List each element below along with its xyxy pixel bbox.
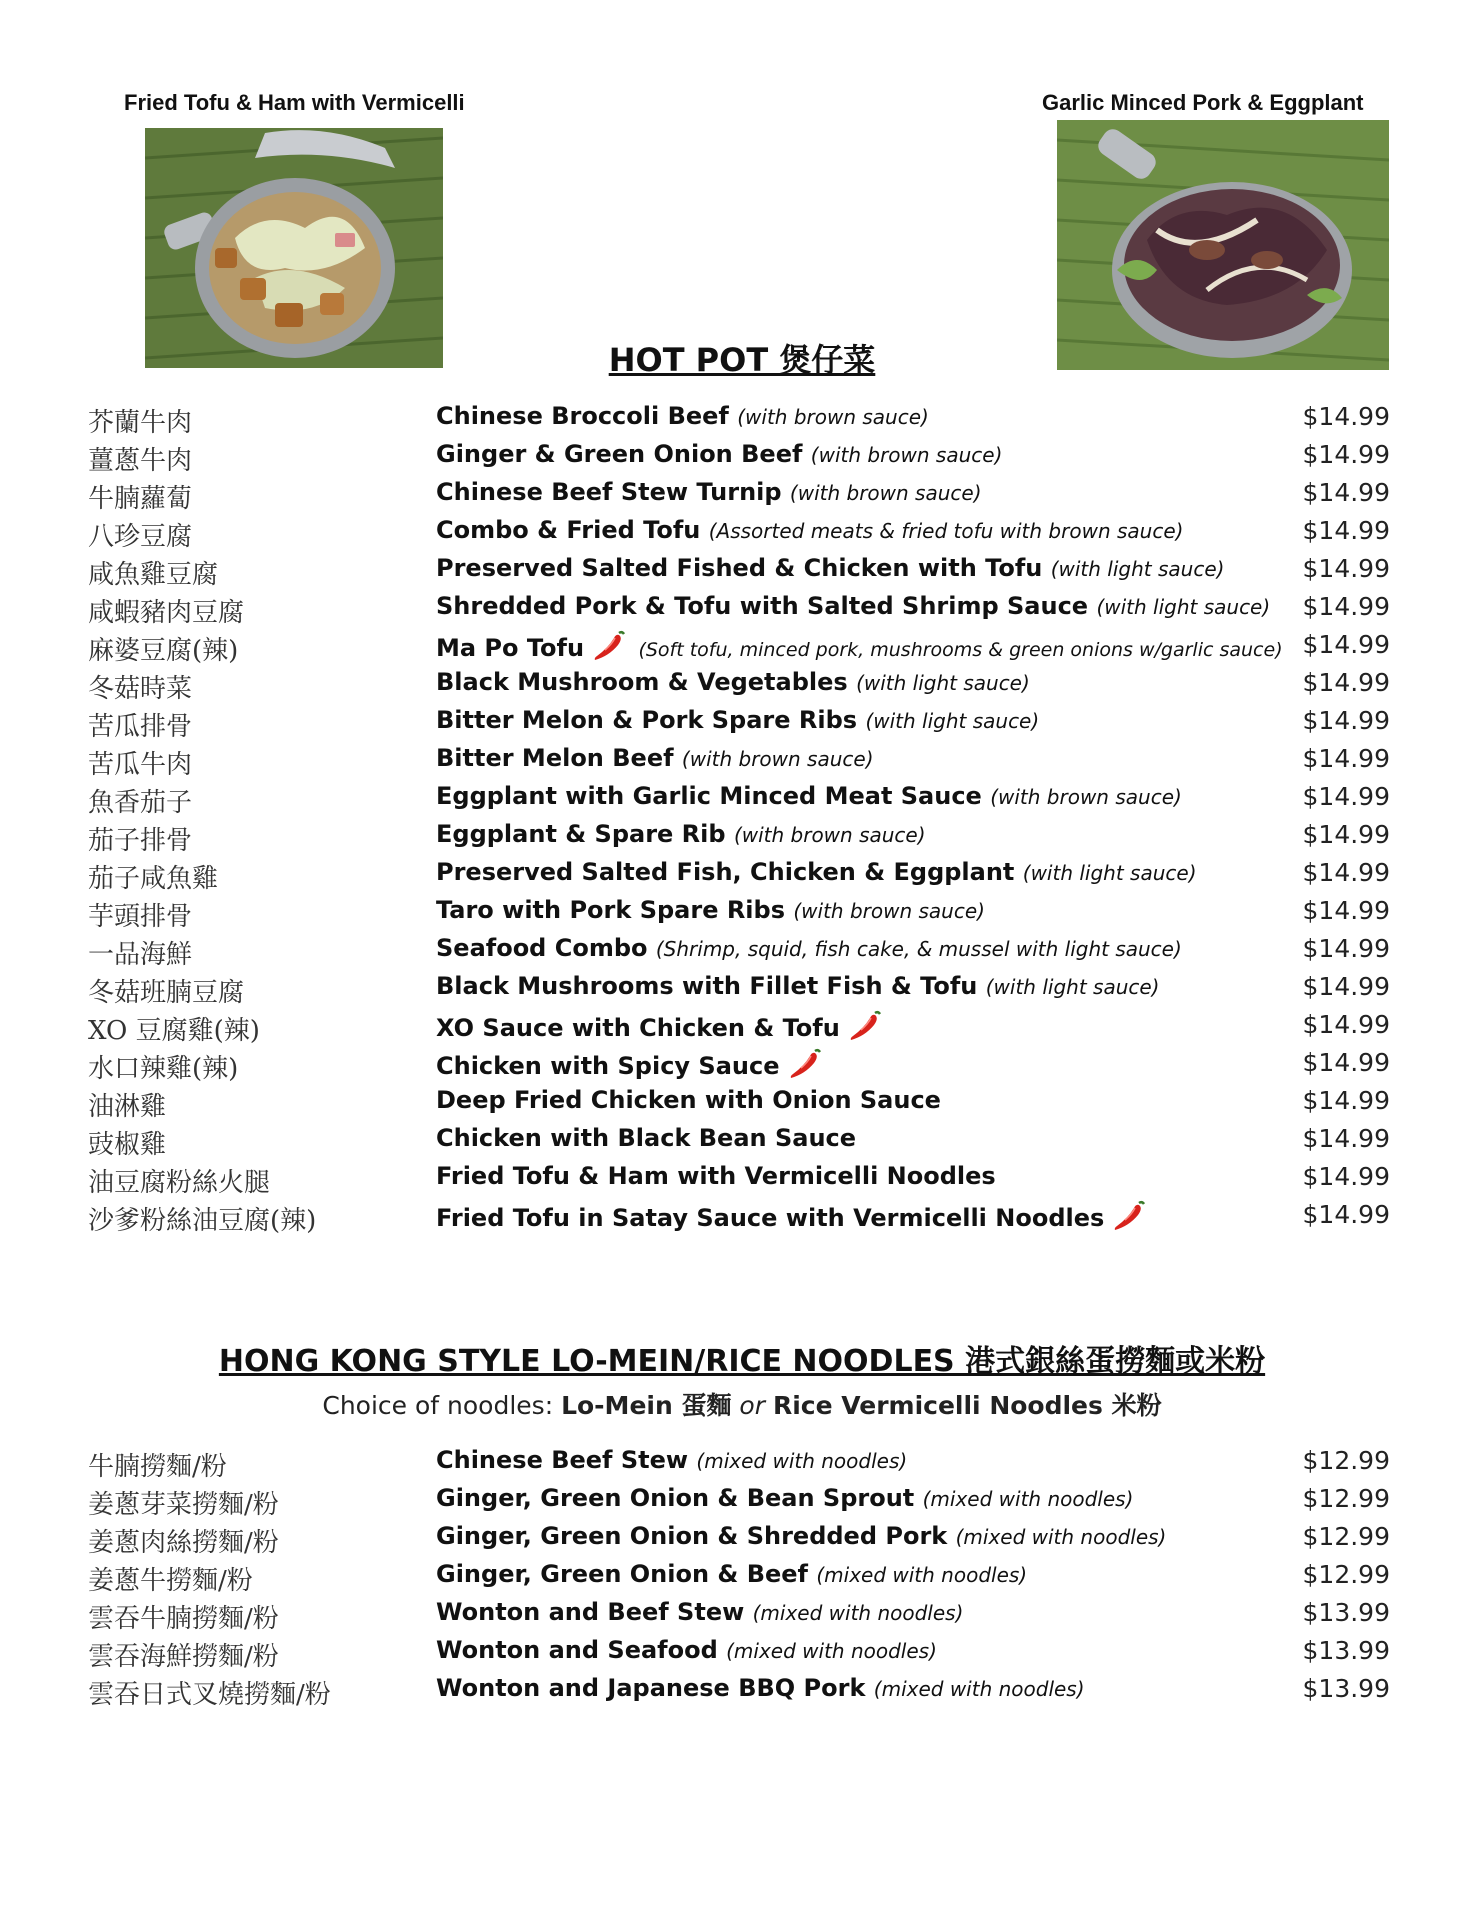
english-dish-name: Taro with Pork Spare Ribs <box>436 896 785 924</box>
english-dish-block <box>436 1200 1150 1232</box>
menu-item <box>88 1120 1408 1158</box>
menu-item <box>88 854 1408 892</box>
subtitle-prefix: Choice of noodles: <box>322 1391 554 1420</box>
dish-price: $14.99 <box>1302 972 1390 1001</box>
english-dish-name: Preserved Salted Fished & Chicken with Tofu <box>436 554 1043 582</box>
dish-note: (with light sauce) <box>1022 861 1197 885</box>
dish-price: $14.99 <box>1302 744 1390 773</box>
menu-item <box>88 968 1408 1006</box>
english-dish-name: Chicken with Black Bean Sauce <box>436 1124 857 1152</box>
english-dish-block <box>436 440 1002 468</box>
english-dish-block <box>436 478 982 506</box>
chinese-dish-name: 茄子咸魚雞 <box>88 864 219 894</box>
english-dish-name: Combo & Fried Tofu <box>436 516 701 544</box>
dish-price: $13.99 <box>1302 1598 1390 1627</box>
english-dish-block <box>436 1124 856 1152</box>
chinese-dish-name: 姜蔥牛撈麵/粉 <box>88 1566 253 1596</box>
menu-item <box>88 1082 1408 1120</box>
dish-note: (mixed with noodles) <box>955 1525 1167 1549</box>
chinese-dish-name: 一品海鮮 <box>88 940 193 970</box>
dish-price: $14.99 <box>1302 782 1390 811</box>
english-dish-name: Chinese Beef Stew <box>436 1446 689 1474</box>
english-dish-block <box>436 630 1283 662</box>
english-dish-name: Black Mushroom & Vegetables <box>436 668 848 696</box>
menu-item <box>88 1670 1408 1708</box>
dish-note: (with brown sauce) <box>681 747 874 771</box>
menu-item <box>88 778 1408 816</box>
dish-price: $14.99 <box>1302 630 1390 659</box>
dish-price: $14.99 <box>1302 554 1390 583</box>
english-dish-name: Fried Tofu in Satay Sauce with Vermicelli Noodles <box>436 1204 1105 1232</box>
english-dish-name: Deep Fried Chicken with Onion Sauce <box>436 1086 941 1114</box>
menu-item <box>88 930 1408 968</box>
english-dish-block <box>436 1484 1133 1512</box>
chinese-dish-name: 茄子排骨 <box>88 826 193 856</box>
dish-note: (Soft tofu, minced pork, mushrooms & green onions w/garlic sauce) <box>638 639 1283 661</box>
dish-note: (with brown sauce) <box>793 899 985 923</box>
chili-pepper-icon <box>788 1048 822 1080</box>
chinese-dish-name: 雲吞海鮮撈麵/粉 <box>88 1642 279 1672</box>
chinese-dish-name: 水口辣雞(辣) <box>88 1054 239 1084</box>
english-dish-name: Eggplant & Spare Rib <box>436 820 726 848</box>
dish-price: $12.99 <box>1302 1522 1390 1551</box>
dish-price: $14.99 <box>1302 1010 1390 1039</box>
english-dish-name: Shredded Pork & Tofu with Salted Shrimp Sauce <box>436 592 1089 620</box>
english-dish-block <box>436 782 1182 810</box>
english-dish-block <box>436 592 1270 620</box>
dish-price: $14.99 <box>1302 592 1390 621</box>
menu-item <box>88 436 1408 474</box>
dish-note: (Assorted meats & fried tofu with brown sauce) <box>708 519 1184 543</box>
menu-item <box>88 740 1408 778</box>
right-photo-caption: Garlic Minced Pork & Eggplant <box>1042 90 1364 115</box>
english-dish-name: Eggplant with Garlic Minced Meat Sauce <box>436 782 982 810</box>
english-dish-block <box>436 972 1159 1000</box>
dish-price: $13.99 <box>1302 1674 1390 1703</box>
chinese-dish-name: XO 豆腐雞(辣) <box>88 1016 260 1046</box>
english-dish-block <box>436 402 929 430</box>
chinese-dish-name: 牛腩蘿蔔 <box>88 484 193 514</box>
chinese-dish-name: 沙爹粉絲油豆腐(辣) <box>88 1206 317 1236</box>
chinese-dish-name: 油豆腐粉絲火腿 <box>88 1168 271 1198</box>
english-dish-name: Bitter Melon Beef <box>436 744 674 772</box>
dish-note: (mixed with noodles) <box>752 1601 964 1625</box>
chinese-dish-name: 麻婆豆腐(辣) <box>88 636 239 666</box>
menu-item <box>88 1480 1408 1518</box>
menu-item <box>88 1158 1408 1196</box>
hot-pot-menu <box>88 398 1408 1234</box>
chinese-dish-name: 雲吞日式叉燒撈麵/粉 <box>88 1680 331 1710</box>
chinese-dish-name: 苦瓜牛肉 <box>88 750 193 780</box>
chili-pepper-icon <box>592 630 626 662</box>
english-dish-block <box>436 1636 937 1664</box>
chinese-dish-name: 苦瓜排骨 <box>88 712 193 742</box>
menu-item <box>88 1196 1408 1234</box>
english-dish-block <box>436 1522 1166 1550</box>
noodles-menu <box>88 1442 1408 1708</box>
chinese-dish-name: 咸蝦豬肉豆腐 <box>88 598 245 628</box>
english-dish-block <box>436 516 1183 544</box>
dish-note: (with brown sauce) <box>990 785 1182 809</box>
english-dish-block <box>436 858 1197 886</box>
chinese-dish-name: 油淋雞 <box>88 1092 167 1122</box>
menu-item <box>88 1556 1408 1594</box>
chinese-dish-name: 薑蔥牛肉 <box>88 446 193 476</box>
chinese-dish-name: 牛腩撈麵/粉 <box>88 1452 227 1482</box>
english-dish-name: Ma Po Tofu <box>436 634 585 662</box>
menu-item <box>88 664 1408 702</box>
noodle-option-lomein: Lo-Mein 蛋麵 <box>561 1391 732 1420</box>
dish-price: $14.99 <box>1302 934 1390 963</box>
english-dish-block <box>436 1560 1027 1588</box>
dish-price: $14.99 <box>1302 1048 1390 1077</box>
menu-item <box>88 588 1408 626</box>
english-dish-block <box>436 934 1182 962</box>
menu-item <box>88 1632 1408 1670</box>
hot-pot-title: HOT POT 煲仔菜 <box>608 341 876 379</box>
dish-note: (with brown sauce) <box>789 481 982 505</box>
english-dish-block <box>436 1086 941 1114</box>
english-dish-name: Fried Tofu & Ham with Vermicelli Noodles <box>436 1162 996 1190</box>
dish-note: (with brown sauce) <box>737 405 929 429</box>
english-dish-name: Bitter Melon & Pork Spare Ribs <box>436 706 858 734</box>
dish-price: $14.99 <box>1302 820 1390 849</box>
menu-item <box>88 816 1408 854</box>
dish-price: $14.99 <box>1302 858 1390 887</box>
dish-note: (with light sauce) <box>985 975 1160 999</box>
english-dish-block <box>436 820 926 848</box>
english-dish-block <box>436 668 1030 696</box>
pork-eggplant-hotpot-photo <box>1057 120 1389 370</box>
english-dish-block <box>436 1598 963 1626</box>
menu-item <box>88 474 1408 512</box>
english-dish-block <box>436 1048 826 1080</box>
noodles-title: HONG KONG STYLE LO-MEIN/RICE NOODLES 港式銀絲蛋撈麵或米粉 <box>218 1344 1266 1379</box>
dish-price: $12.99 <box>1302 1560 1390 1589</box>
noodles-subtitle <box>0 1386 1484 1422</box>
english-dish-block <box>436 554 1224 582</box>
chili-pepper-icon <box>1112 1200 1146 1232</box>
dish-note: (Shrimp, squid, fish cake, & mussel with light sauce) <box>655 937 1182 961</box>
noodle-option-rice: Rice Vermicelli Noodles 米粉 <box>772 1391 1162 1420</box>
dish-note: (with light sauce) <box>865 709 1040 733</box>
english-dish-name: Chicken with Spicy Sauce <box>436 1052 780 1080</box>
dish-price: $14.99 <box>1302 402 1390 431</box>
dish-price: $14.99 <box>1302 896 1390 925</box>
english-dish-name: Chinese Broccoli Beef <box>436 402 729 430</box>
dish-price: $12.99 <box>1302 1446 1390 1475</box>
menu-item <box>88 512 1408 550</box>
english-dish-name: Black Mushrooms with Fillet Fish & Tofu <box>436 972 978 1000</box>
chinese-dish-name: 姜蔥芽菜撈麵/粉 <box>88 1490 279 1520</box>
dish-price: $14.99 <box>1302 668 1390 697</box>
english-dish-block <box>436 1674 1085 1702</box>
dish-price: $14.99 <box>1302 516 1390 545</box>
left-photo-caption: Fried Tofu & Ham with Vermicelli <box>124 90 465 115</box>
subtitle-or: or <box>739 1391 765 1420</box>
dish-price: $12.99 <box>1302 1484 1390 1513</box>
menu-item <box>88 1442 1408 1480</box>
english-dish-name: Wonton and Japanese BBQ Pork <box>436 1674 866 1702</box>
chinese-dish-name: 雲吞牛腩撈麵/粉 <box>88 1604 279 1634</box>
dish-note: (with brown sauce) <box>810 443 1003 467</box>
english-dish-name: Chinese Beef Stew Turnip <box>436 478 782 506</box>
dish-price: $14.99 <box>1302 440 1390 469</box>
menu-item <box>88 1006 1408 1044</box>
english-dish-name: Ginger, Green Onion & Bean Sprout <box>436 1484 915 1512</box>
english-dish-block <box>436 896 985 924</box>
chinese-dish-name: 冬菇時菜 <box>88 674 193 704</box>
dish-note: (mixed with noodles) <box>873 1677 1085 1701</box>
english-dish-name: Preserved Salted Fish, Chicken & Eggplant <box>436 858 1015 886</box>
dish-price: $14.99 <box>1302 478 1390 507</box>
dish-price: $14.99 <box>1302 1162 1390 1191</box>
english-dish-block <box>436 1162 996 1190</box>
dish-note: (mixed with noodles) <box>726 1639 937 1663</box>
english-dish-block <box>436 706 1039 734</box>
dish-note: (with light sauce) <box>856 671 1030 695</box>
chinese-dish-name: 芥蘭牛肉 <box>88 408 193 438</box>
chinese-dish-name: 八珍豆腐 <box>88 522 193 552</box>
dish-note: (with brown sauce) <box>733 823 926 847</box>
menu-item <box>88 702 1408 740</box>
dish-note: (mixed with noodles) <box>922 1487 1134 1511</box>
dish-price: $14.99 <box>1302 1200 1390 1229</box>
english-dish-block <box>436 1446 907 1474</box>
english-dish-name: Wonton and Beef Stew <box>436 1598 745 1626</box>
dish-note: (mixed with noodles) <box>816 1563 1028 1587</box>
english-dish-name: Wonton and Seafood <box>436 1636 718 1664</box>
dish-note: (mixed with noodles) <box>696 1449 908 1473</box>
menu-item <box>88 626 1408 664</box>
dish-price: $14.99 <box>1302 1086 1390 1115</box>
menu-item <box>88 1044 1408 1082</box>
english-dish-name: XO Sauce with Chicken & Tofu <box>436 1014 840 1042</box>
chinese-dish-name: 豉椒雞 <box>88 1130 167 1160</box>
menu-item <box>88 550 1408 588</box>
dish-note: (with light sauce) <box>1050 557 1225 581</box>
english-dish-name: Ginger & Green Onion Beef <box>436 440 803 468</box>
chinese-dish-name: 咸魚雞豆腐 <box>88 560 219 590</box>
menu-item <box>88 1594 1408 1632</box>
chinese-dish-name: 姜蔥肉絲撈麵/粉 <box>88 1528 279 1558</box>
dish-price: $14.99 <box>1302 1124 1390 1153</box>
chinese-dish-name: 魚香茄子 <box>88 788 193 818</box>
dish-price: $14.99 <box>1302 706 1390 735</box>
english-dish-block <box>436 744 874 772</box>
chinese-dish-name: 芋頭排骨 <box>88 902 193 932</box>
chili-pepper-icon <box>848 1010 882 1042</box>
english-dish-block <box>436 1010 886 1042</box>
english-dish-name: Ginger, Green Onion & Beef <box>436 1560 808 1588</box>
chinese-dish-name: 冬菇班腩豆腐 <box>88 978 245 1008</box>
english-dish-name: Ginger, Green Onion & Shredded Pork <box>436 1522 948 1550</box>
tofu-ham-hotpot-photo <box>145 128 443 368</box>
dish-note: (with light sauce) <box>1096 595 1271 619</box>
menu-item <box>88 892 1408 930</box>
menu-item <box>88 398 1408 436</box>
dish-price: $13.99 <box>1302 1636 1390 1665</box>
menu-item <box>88 1518 1408 1556</box>
english-dish-name: Seafood Combo <box>436 934 648 962</box>
